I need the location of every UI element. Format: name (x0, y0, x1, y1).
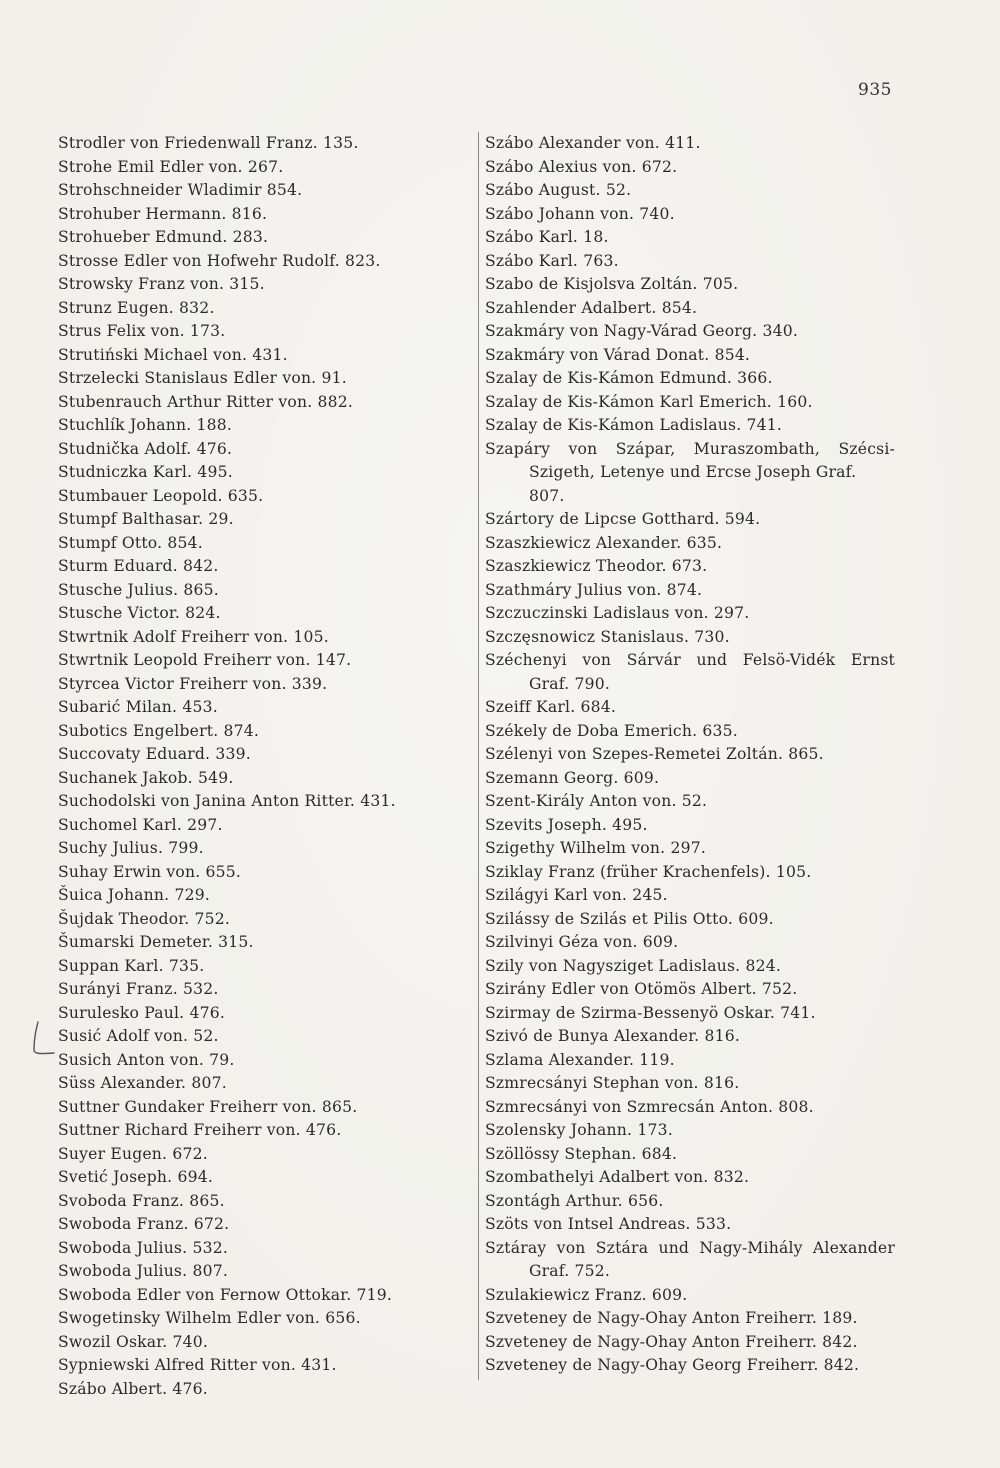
index-entry: Szaszkiewicz Theodor. 673. (485, 557, 708, 575)
index-entry: Stwrtnik Leopold Freiherr von. 147. (58, 651, 352, 669)
index-entry: Susich Anton von. 79. (58, 1050, 235, 1069)
index-entry: Subotics Engelbert. 874. (58, 721, 260, 740)
index-entry: Szapáry von Szápar, Muraszombath, Szécsi- (485, 439, 895, 458)
index-entry: Surulesko Paul. 476. (58, 1003, 225, 1022)
index-entry: Szábo Albert. 476. (58, 1379, 208, 1398)
index-entry: Szilássy de Szilás et Pilis Otto. 609. (485, 909, 774, 928)
index-entry: Szulakiewicz Franz. 609. (485, 1285, 688, 1304)
index-entry: Stwrtnik Adolf Freiherr von. 105. (58, 627, 329, 646)
index-entry: Sztáray von Sztára und Nagy-Mihály Alexander (485, 1238, 895, 1257)
index-entry: Szábo Johann von. 740. (485, 204, 675, 223)
index-entry: Suchanek Jakob. 549. (58, 768, 234, 787)
index-entry: Strohueber Edmund. 283. (58, 228, 269, 246)
index-entry: Strunz Eugen. 832. (58, 298, 215, 317)
index-entry: Suttner Gundaker Freiherr von. 865. (58, 1097, 358, 1116)
index-entry: Szirány Edler von Otömös Albert. 752. (485, 980, 798, 998)
index-entry: Szártory de Lipcse Gotthard. 594. (485, 510, 761, 528)
index-entry: Szilágyi Karl von. 245. (485, 886, 668, 904)
index-entry: Strohuber Hermann. 816. (58, 204, 268, 223)
index-entry: Suchodolski von Janina Anton Ritter. 431. (58, 792, 396, 810)
index-entry: Szahlender Adalbert. 854. (485, 298, 698, 317)
index-entry: Szábo August. 52. (485, 181, 632, 199)
index-entry: Szaszkiewicz Alexander. 635. (485, 533, 723, 552)
index-entry: Suyer Eugen. 672. (58, 1144, 208, 1163)
index-entry-continuation: 807. (529, 486, 565, 505)
index-entry: Styrcea Victor Freiherr von. 339. (58, 674, 328, 693)
index-entry: Szabo de Kisjolsva Zoltán. 705. (485, 275, 739, 293)
index-entry: Szveteney de Nagy-Ohay Anton Freiherr. 842. (485, 1332, 858, 1351)
index-entry: Szábo Alexius von. 672. (485, 157, 678, 176)
index-entry: Szábo Karl. 763. (485, 251, 619, 270)
index-entry: Szmrecsányi Stephan von. 816. (485, 1074, 740, 1092)
index-entry: Szily von Nagysziget Ladislaus. 824. (485, 956, 781, 975)
index-entry: Šumarski Demeter. 315. (58, 933, 254, 951)
index-entry: Studniczka Karl. 495. (58, 463, 233, 481)
index-entry: Sziklay Franz (früher Krachenfels). 105. (485, 862, 812, 881)
index-entry: Szczuczinski Ladislaus von. 297. (485, 604, 750, 622)
index-entry: Szveteney de Nagy-Ohay Georg Freiherr. 842. (485, 1356, 860, 1374)
index-entry: Stuchlík Johann. 188. (58, 416, 233, 434)
index-entry: Szeiff Karl. 684. (485, 698, 617, 716)
index-entry: Szöts von Intsel Andreas. 533. (485, 1215, 732, 1233)
index-entry: Szathmáry Julius von. 874. (485, 580, 703, 599)
index-entry: Szemann Georg. 609. (485, 768, 660, 787)
index-entry: Šujdak Theodor. 752. (58, 909, 231, 928)
index-entry: Swoboda Edler von Fernow Ottokar. 719. (58, 1285, 393, 1304)
index-entry: Szilvinyi Géza von. 609. (485, 933, 679, 951)
index-entry: Suhay Erwin von. 655. (58, 862, 242, 881)
index-entry-continuation: Graf. 790. (529, 674, 611, 693)
index-entry: Suchy Julius. 799. (58, 839, 204, 857)
index-entry: Stumpf Otto. 854. (58, 533, 203, 552)
index-entry: Strodler von Friedenwall Franz. 135. (58, 134, 359, 152)
index-entry: Széchenyi von Sárvár und Felsö-Vidék Ernst (485, 651, 895, 669)
index-entry: Susić Adolf von. 52. (58, 1027, 219, 1045)
index-entry: Sturm Eduard. 842. (58, 557, 219, 575)
index-entry: Szöllössy Stephan. 684. (485, 1144, 678, 1163)
index-entry: Stusche Julius. 865. (58, 580, 219, 599)
index-entry: Szalay de Kis-Kámon Edmund. 366. (485, 369, 773, 387)
index-entry: Stubenrauch Arthur Ritter von. 882. (58, 392, 354, 411)
index-entry: Šuica Johann. 729. (58, 886, 210, 904)
index-entry: Szolensky Johann. 173. (485, 1121, 673, 1139)
index-entry: Swoboda Julius. 807. (58, 1262, 228, 1280)
index-entry: Szigethy Wilhelm von. 297. (485, 839, 706, 857)
index-entry: Szevits Joseph. 495. (485, 815, 648, 834)
index-entry: Szlama Alexander. 119. (485, 1050, 675, 1069)
index-entry: Szakmáry von Nagy-Várad Georg. 340. (485, 322, 798, 340)
index-entry: Studnička Adolf. 476. (58, 439, 233, 458)
index-entry: Strus Felix von. 173. (58, 322, 226, 340)
index-entry: Succovaty Eduard. 339. (58, 745, 251, 763)
index-entry: Swoboda Julius. 532. (58, 1238, 228, 1257)
index-entry: Szombathelyi Adalbert von. 832. (485, 1168, 750, 1186)
index-entry: Svetić Joseph. 694. (58, 1168, 213, 1186)
index-entry: Süss Alexander. 807. (58, 1074, 227, 1092)
index-entry: Stumpf Balthasar. 29. (58, 510, 234, 528)
left-column (58, 132, 473, 1401)
page-number: 935 (858, 80, 892, 100)
index-entry: Szveteney de Nagy-Ohay Anton Freiherr. 189. (485, 1309, 858, 1327)
index-entry: Strohschneider Wladimir 854. (58, 181, 303, 199)
index-entry: Stusche Victor. 824. (58, 604, 221, 622)
handwritten-pen-mark (30, 1020, 70, 1060)
index-entry: Svoboda Franz. 865. (58, 1191, 225, 1210)
index-entry: Székely de Doba Emerich. 635. (485, 721, 738, 740)
index-entry: Szent-Király Anton von. 52. (485, 792, 708, 810)
index-entry: Szalay de Kis-Kámon Ladislaus. 741. (485, 416, 783, 434)
index-entry: Sypniewski Alfred Ritter von. 431. (58, 1356, 337, 1374)
index-entry: Suchomel Karl. 297. (58, 815, 223, 834)
index-entry: Szivó de Bunya Alexander. 816. (485, 1027, 741, 1045)
index-entry: Szábo Karl. 18. (485, 228, 609, 246)
index-entry: Szakmáry von Várad Donat. 854. (485, 345, 751, 364)
index-entry: Szélenyi von Szepes-Remetei Zoltán. 865. (485, 745, 824, 763)
index-entry: Strohe Emil Edler von. 267. (58, 157, 284, 176)
index-entry: Stumbauer Leopold. 635. (58, 486, 264, 505)
index-entry: Suttner Richard Freiherr von. 476. (58, 1121, 342, 1139)
index-entry: Strosse Edler von Hofwehr Rudolf. 823. (58, 251, 381, 270)
index-entry: Szalay de Kis-Kámon Karl Emerich. 160. (485, 392, 813, 411)
column-divider (478, 132, 479, 1380)
index-entry: Szirmay de Szirma-Bessenyö Oskar. 741. (485, 1003, 816, 1022)
right-column (485, 132, 895, 1378)
index-entry: Swogetinsky Wilhelm Edler von. 656. (58, 1309, 361, 1327)
index-entry: Strowsky Franz von. 315. (58, 275, 265, 293)
index-entry: Szontágh Arthur. 656. (485, 1191, 664, 1210)
index-entry: Swozil Oskar. 740. (58, 1332, 209, 1351)
index-entry: Subarić Milan. 453. (58, 698, 218, 716)
index-entry: Suppan Karl. 735. (58, 956, 205, 975)
index-entry: Szczęsnowicz Stanislaus. 730. (485, 627, 730, 646)
index-entry: Swoboda Franz. 672. (58, 1215, 230, 1233)
index-entry: Strutiński Michael von. 431. (58, 345, 288, 364)
index-entry: Surányi Franz. 532. (58, 980, 219, 998)
index-entry: Strzelecki Stanislaus Edler von. 91. (58, 369, 347, 387)
index-entry: Szábo Alexander von. 411. (485, 134, 701, 152)
index-entry-continuation: Szigeth, Letenye und Ercse Joseph Graf. (529, 463, 857, 481)
index-entry: Szmrecsányi von Szmrecsán Anton. 808. (485, 1097, 814, 1116)
index-entry-continuation: Graf. 752. (529, 1262, 611, 1280)
